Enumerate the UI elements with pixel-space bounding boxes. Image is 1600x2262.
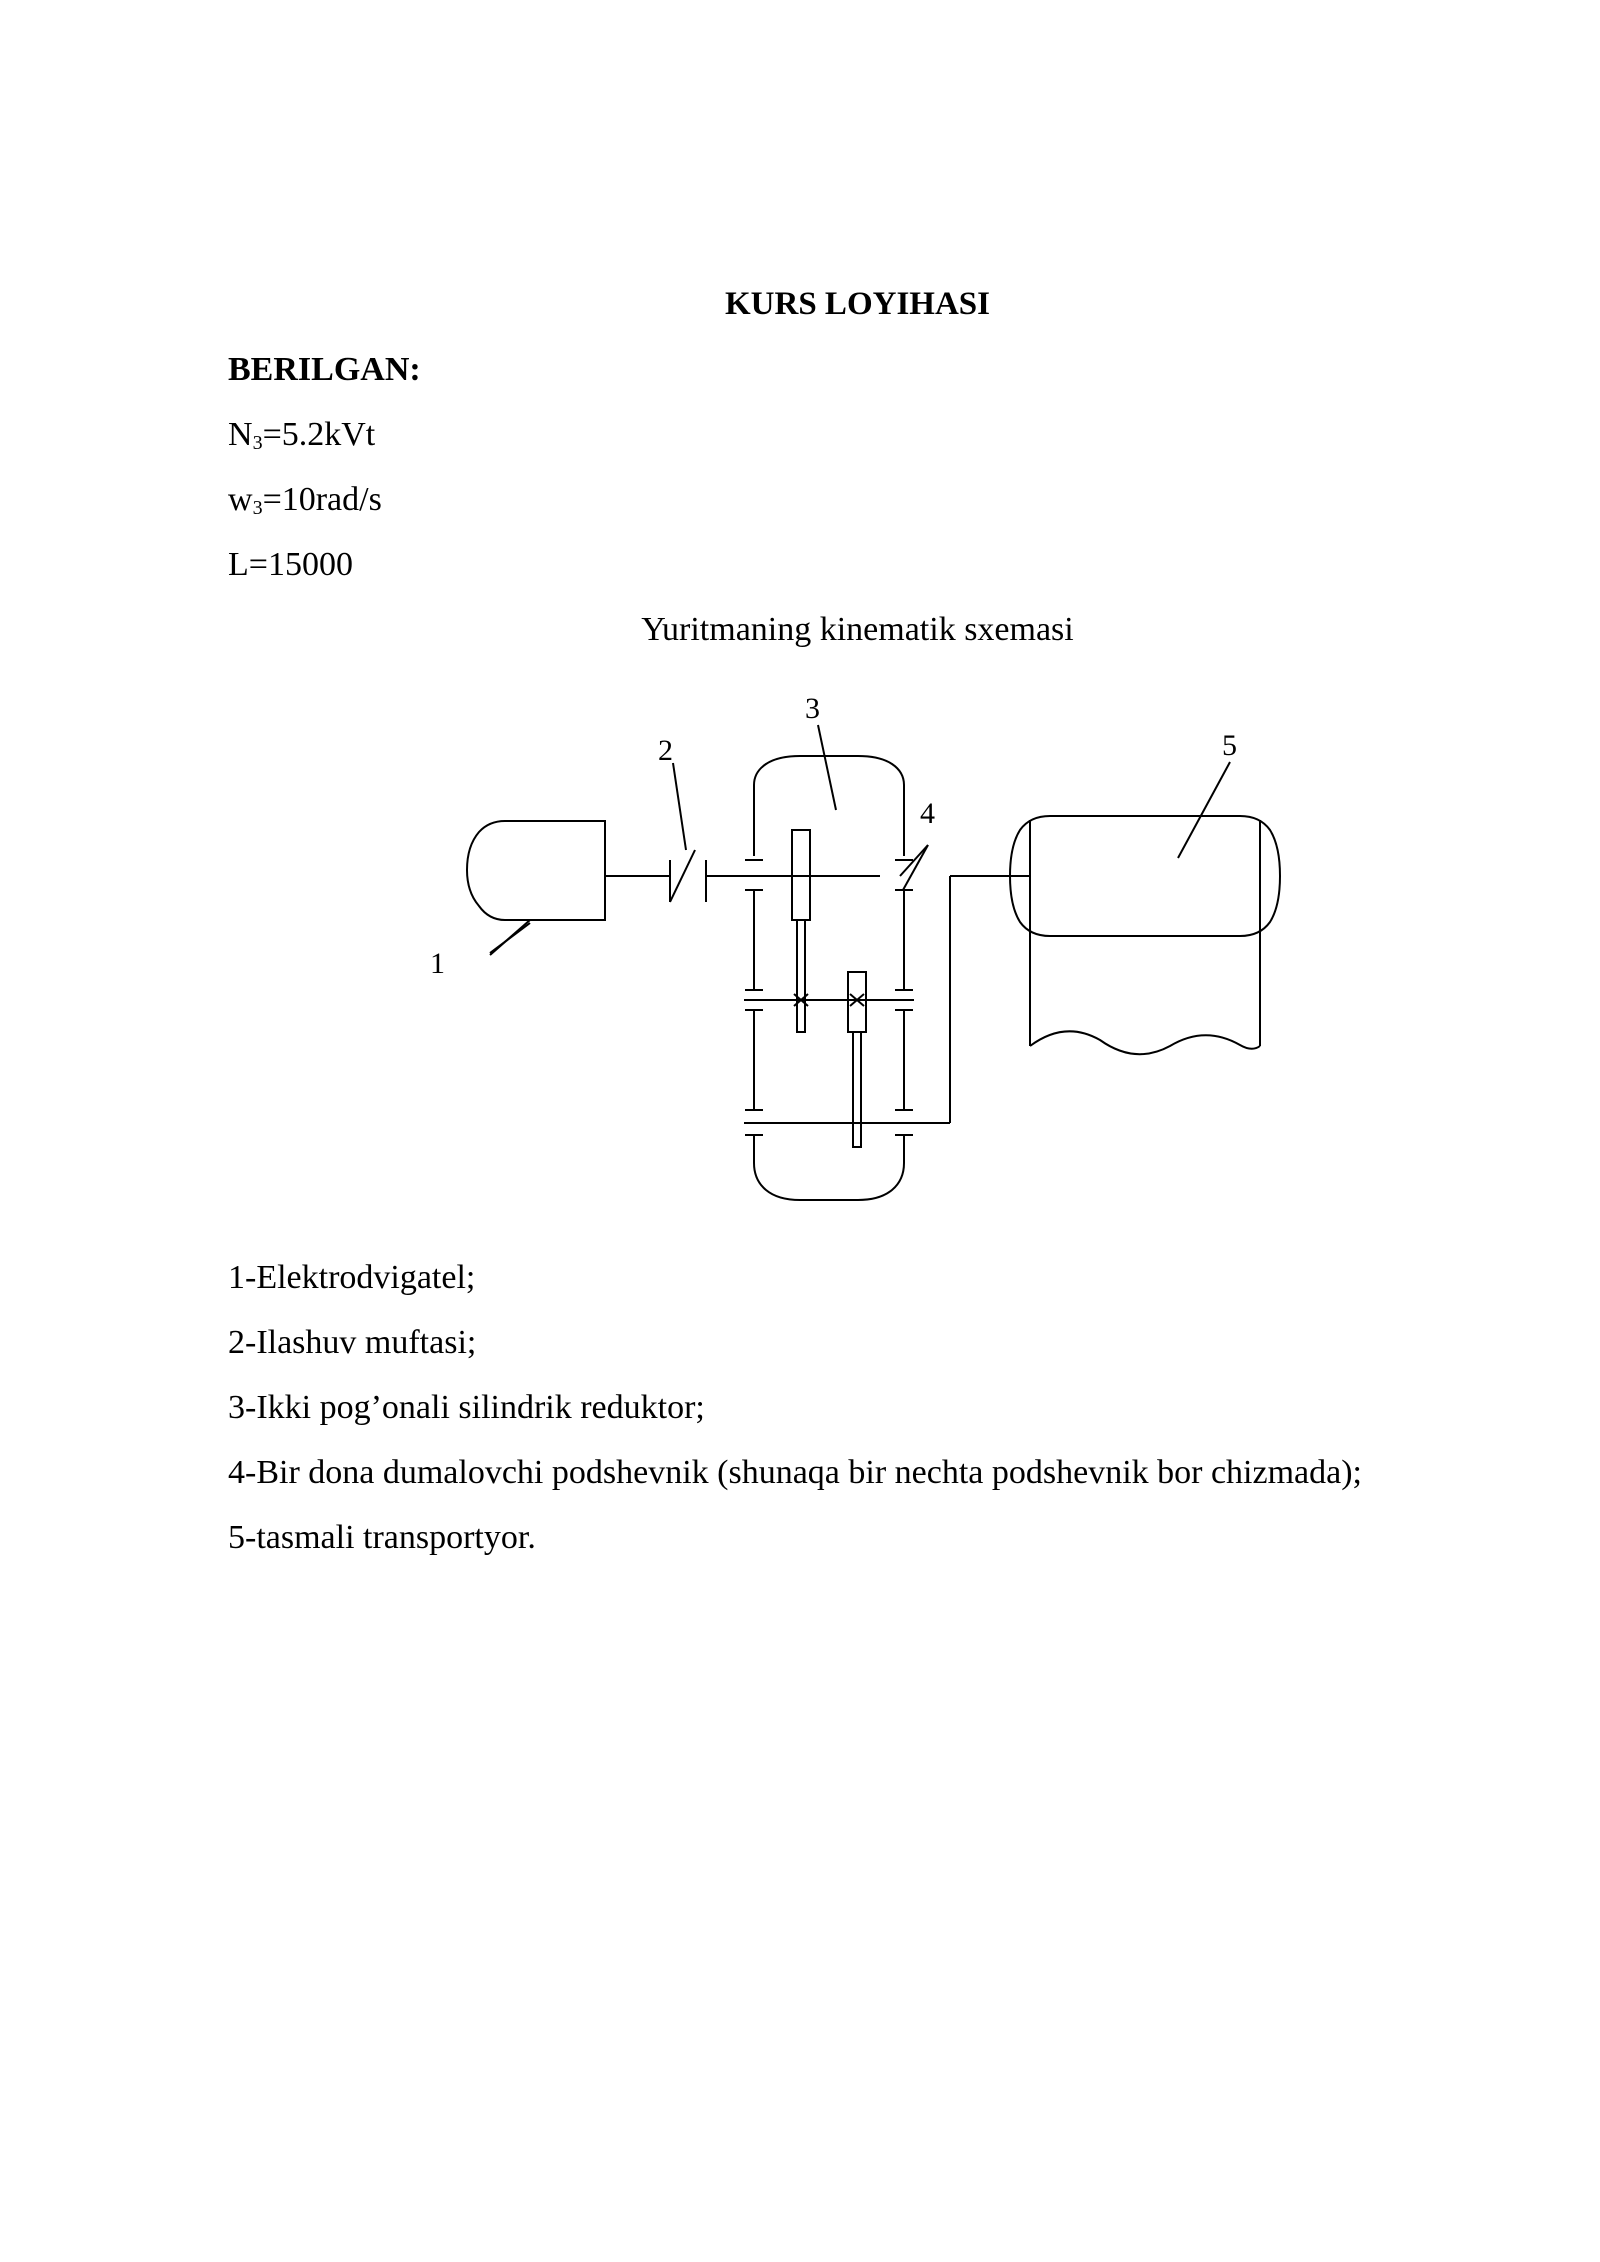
diagram-caption: Yuritmaning kinematik sxemasi (641, 611, 1074, 648)
power-value: =5.2kVt (262, 416, 376, 453)
power-subscript: 3 (252, 432, 263, 454)
given-heading: BERILGAN: (228, 351, 421, 388)
leader-2 (673, 763, 686, 850)
kinematic-diagram (400, 680, 1320, 1220)
speed-subscript: 3 (252, 497, 263, 519)
speed-symbol: w (228, 481, 253, 518)
label-bearing: 4 (920, 797, 935, 830)
coupling-shape (670, 850, 880, 902)
label-coupling: 2 (658, 734, 673, 767)
legend-item-coupling: 2-Ilashuv muftasi; (228, 1324, 477, 1361)
given-power (228, 415, 375, 463)
speed-value: =10rad/s (262, 481, 382, 518)
gearbox-shape (744, 756, 1030, 1200)
given-angular-speed (228, 480, 382, 528)
label-conveyor: 5 (1222, 729, 1237, 762)
page-title: KURS LOYIHASI (725, 286, 990, 322)
motor-shape (467, 821, 605, 953)
legend-item-conveyor: 5-tasmali transportyor. (228, 1519, 536, 1556)
legend-item-gearbox: 3-Ikki pog’onali silindrik reduktor; (228, 1389, 705, 1426)
leader-5 (1178, 762, 1230, 858)
conveyor-shape (1010, 816, 1280, 1054)
leader-1 (490, 920, 530, 955)
legend-item-bearing: 4-Bir dona dumalovchi podshevnik (shunaqa bir nechta podshevnik bor chizmada); (228, 1454, 1362, 1491)
label-gearbox: 3 (805, 692, 820, 725)
leader-3 (818, 725, 836, 810)
legend-item-motor: 1-Elektrodvigatel; (228, 1259, 476, 1296)
given-lifetime: L=15000 (228, 546, 353, 583)
label-motor: 1 (430, 947, 445, 980)
power-symbol: N (228, 416, 253, 453)
